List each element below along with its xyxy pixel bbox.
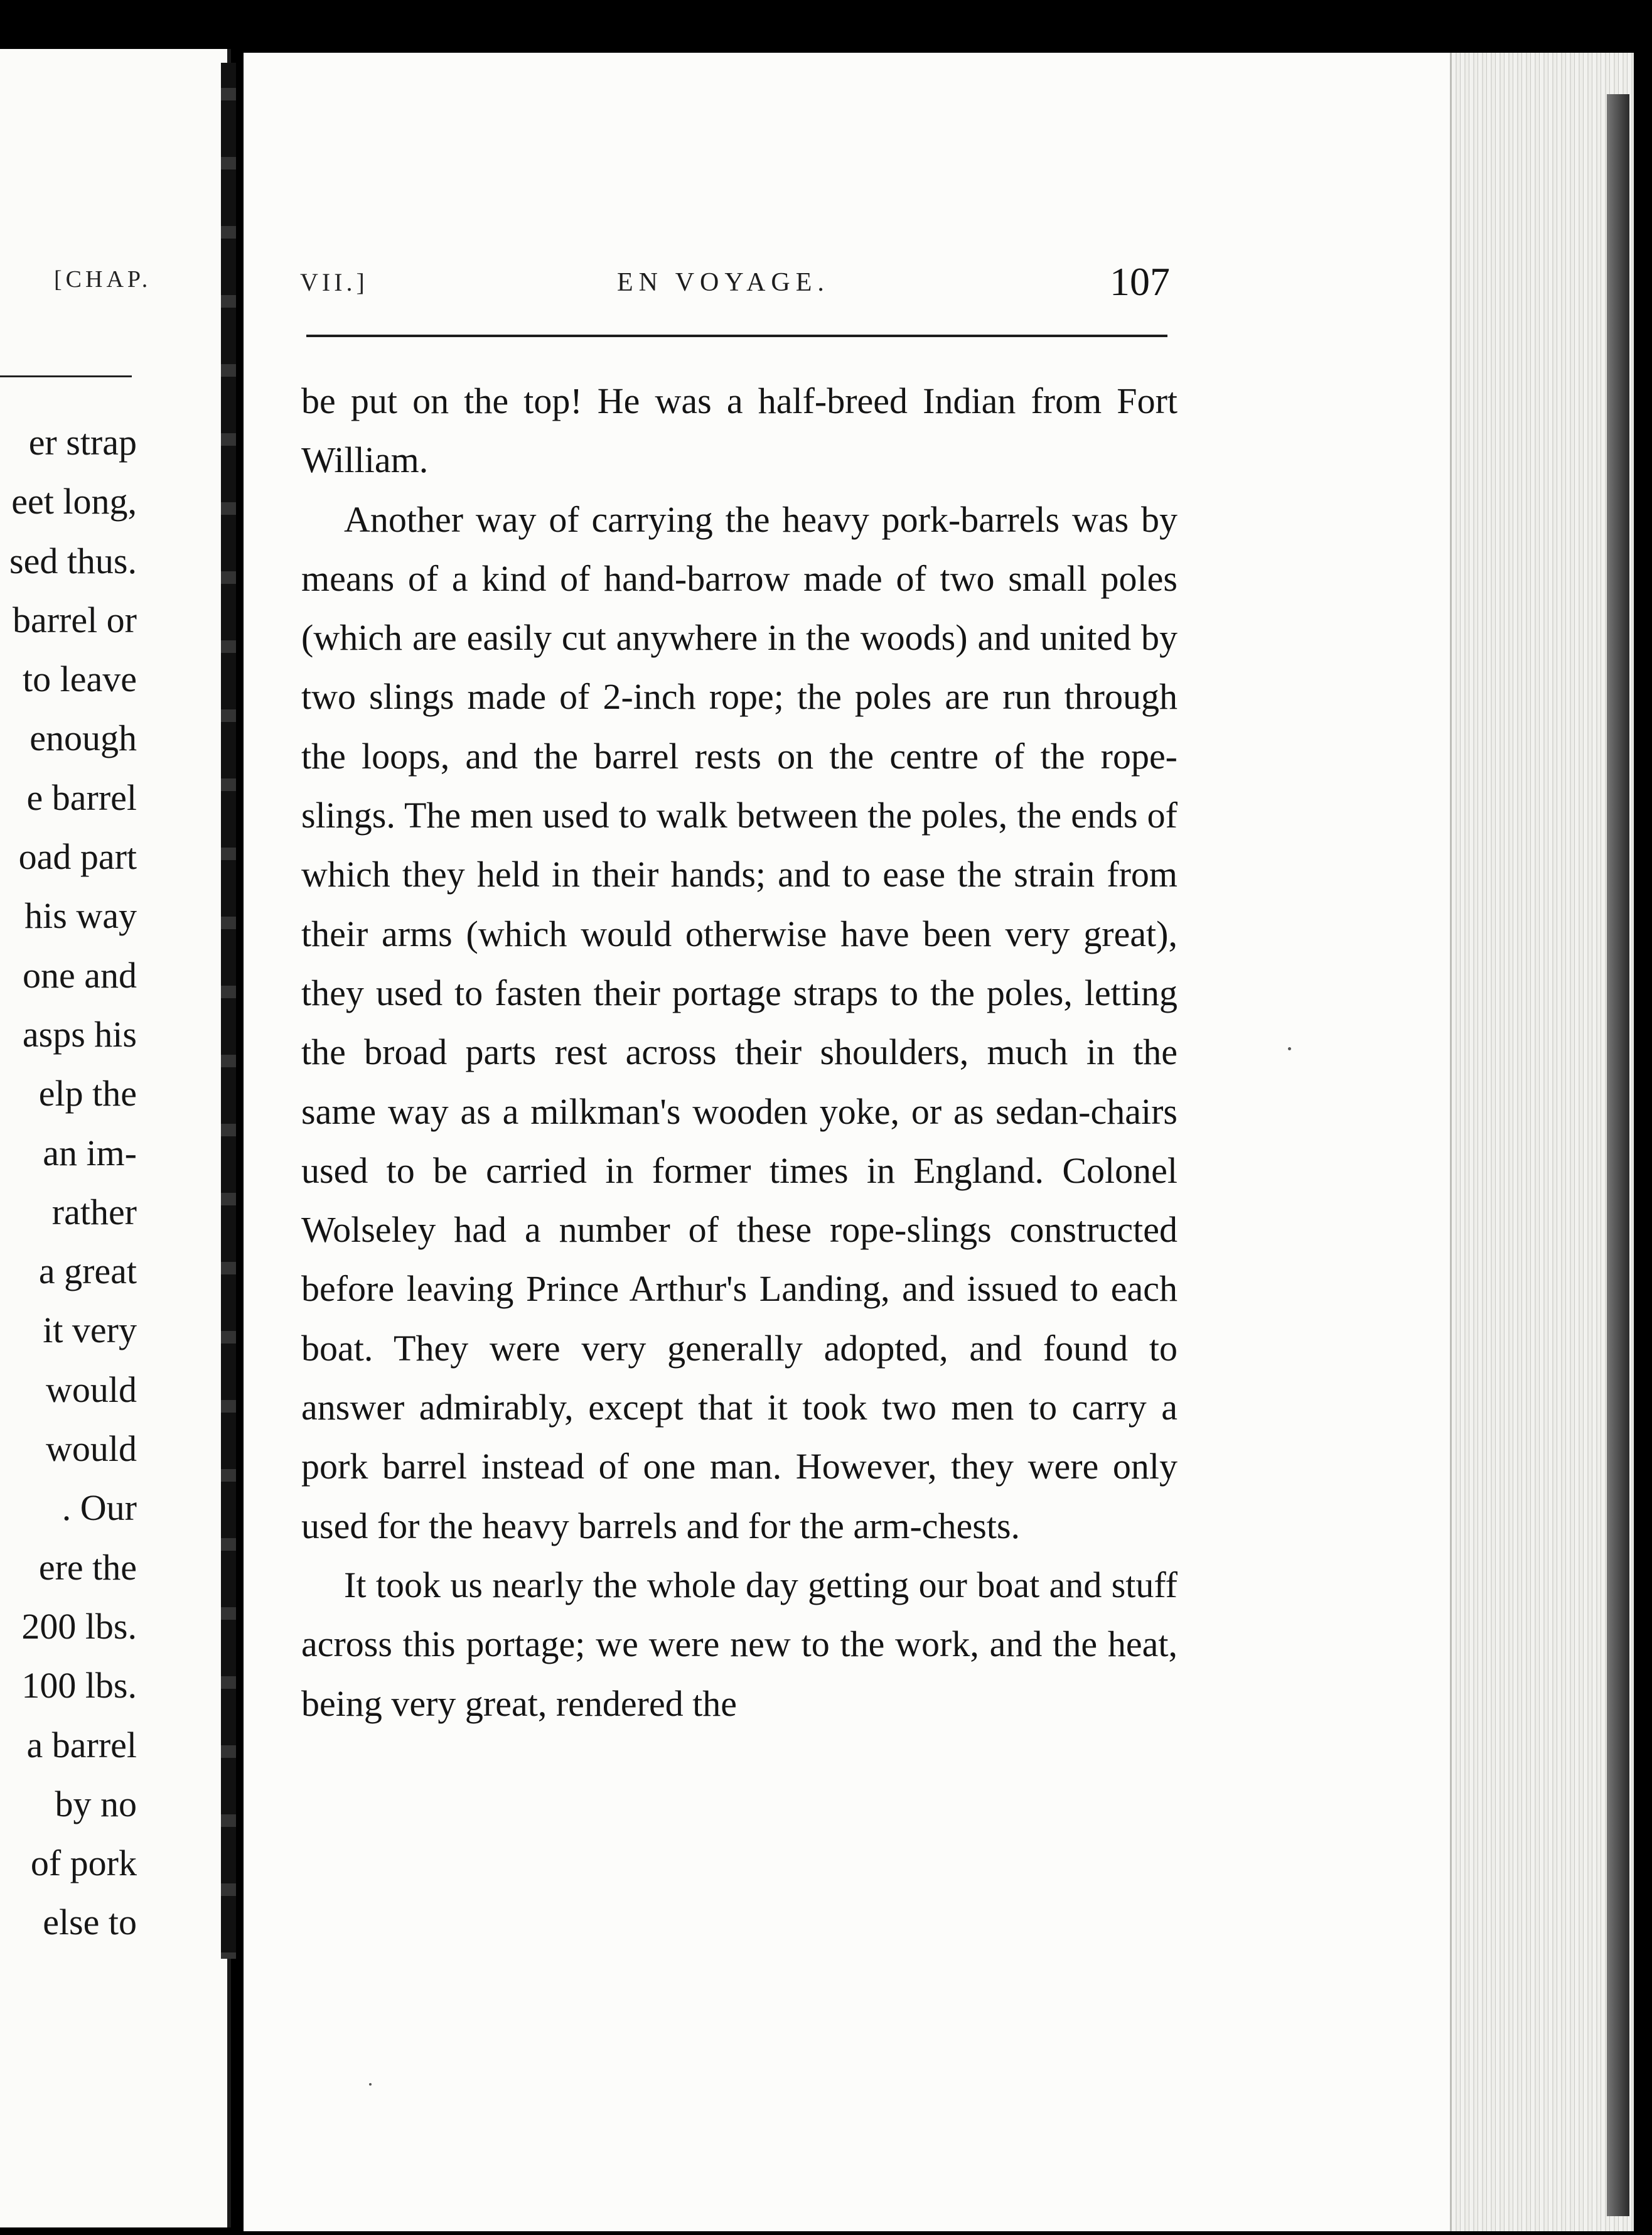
previous-page-line-fragment: else to bbox=[43, 1902, 137, 1943]
previous-page-line-fragment: an im- bbox=[43, 1132, 137, 1173]
paragraph-portage: It took us nearly the whole day getting our boat and stuff across this portage; we were new to the work, and the heat, being very great, rendered the bbox=[301, 1564, 1177, 1724]
paragraph-hand-barrow: Another way of carrying the heavy pork-barrels was by means of a kind of hand-barrow made of two small poles (which are easily cut anywhere in the woods) and united by two slings made of 2-inch rope; the poles are run through the loops, and the barrel rests on the centre of the rope-slings. The men used to walk between the poles, the ends of which they held in their hands; and to ease the strain from their arms (which would otherwise have been very great), they used to fasten their portage straps to the poles, letting the broad parts rest across their shoulders, much in the same way as a milkman's wooden yoke, or as sedan-chairs used to be carried in former times in England. Colonel Wolseley had a number of these rope-slings constructed before leaving Prince Arthur's Landing, and issued to each boat. They were very generally adopted, and found to answer admirably, except that it took two men to carry a pork barrel instead of one man. However, they were only used for the heavy barrels and for the arm-chests. bbox=[301, 498, 1177, 1546]
previous-page-line-fragment: his way bbox=[24, 895, 137, 937]
book-block-shadow bbox=[1607, 94, 1629, 2216]
previous-page-line-fragment: 200 lbs. bbox=[21, 1605, 137, 1647]
previous-page-line-fragment: er strap bbox=[28, 422, 137, 463]
previous-page-line-fragment: asps his bbox=[22, 1013, 137, 1055]
book-gutter bbox=[221, 63, 236, 1959]
previous-page-line-fragment: by no bbox=[55, 1783, 137, 1824]
previous-page-line-fragment: to leave bbox=[23, 659, 137, 700]
previous-page-line-fragment: of pork bbox=[30, 1843, 137, 1884]
previous-page-line-fragment: barrel or bbox=[12, 599, 137, 640]
paragraph-continuation: be put on the top! He was a half-breed Indian from Fort William. bbox=[301, 380, 1177, 481]
running-head-chapter: VII.] bbox=[300, 268, 368, 296]
previous-page-running-head: [CHAP. bbox=[54, 266, 152, 293]
previous-page-line-fragment: a barrel bbox=[26, 1724, 137, 1765]
previous-page-text-column bbox=[0, 413, 137, 1952]
scan-speck bbox=[1288, 1047, 1291, 1050]
previous-page-line-fragment: it very bbox=[43, 1310, 137, 1351]
previous-page-line-fragment: . Our bbox=[62, 1487, 137, 1529]
previous-page-fragment bbox=[0, 49, 231, 2227]
previous-page-line-fragment: oad part bbox=[18, 836, 137, 878]
previous-page-line-fragment: a great bbox=[38, 1251, 137, 1292]
previous-page-line-fragment: one and bbox=[23, 954, 137, 996]
header-rule bbox=[306, 335, 1167, 337]
page-number: 107 bbox=[1110, 259, 1170, 304]
previous-page-line-fragment: elp the bbox=[38, 1073, 137, 1114]
previous-page-line-fragment: would bbox=[46, 1428, 137, 1470]
running-head-title: EN VOYAGE. bbox=[617, 268, 830, 297]
previous-page-line-fragment: ere the bbox=[38, 1546, 137, 1588]
previous-page-line-fragment: 100 lbs. bbox=[21, 1665, 137, 1706]
previous-page-line-fragment: sed thus. bbox=[9, 540, 137, 581]
previous-page-line-fragment: would bbox=[46, 1369, 137, 1410]
previous-page-line-fragment: e barrel bbox=[26, 777, 137, 818]
previous-page-line-fragment: eet long, bbox=[11, 481, 137, 522]
body-text bbox=[301, 372, 1177, 1733]
previous-page-header-rule bbox=[0, 375, 132, 377]
previous-page-line-fragment: rather bbox=[51, 1191, 137, 1232]
previous-page-line-fragment: enough bbox=[30, 718, 137, 759]
running-head bbox=[300, 259, 1170, 308]
scan-speck bbox=[369, 2083, 372, 2086]
